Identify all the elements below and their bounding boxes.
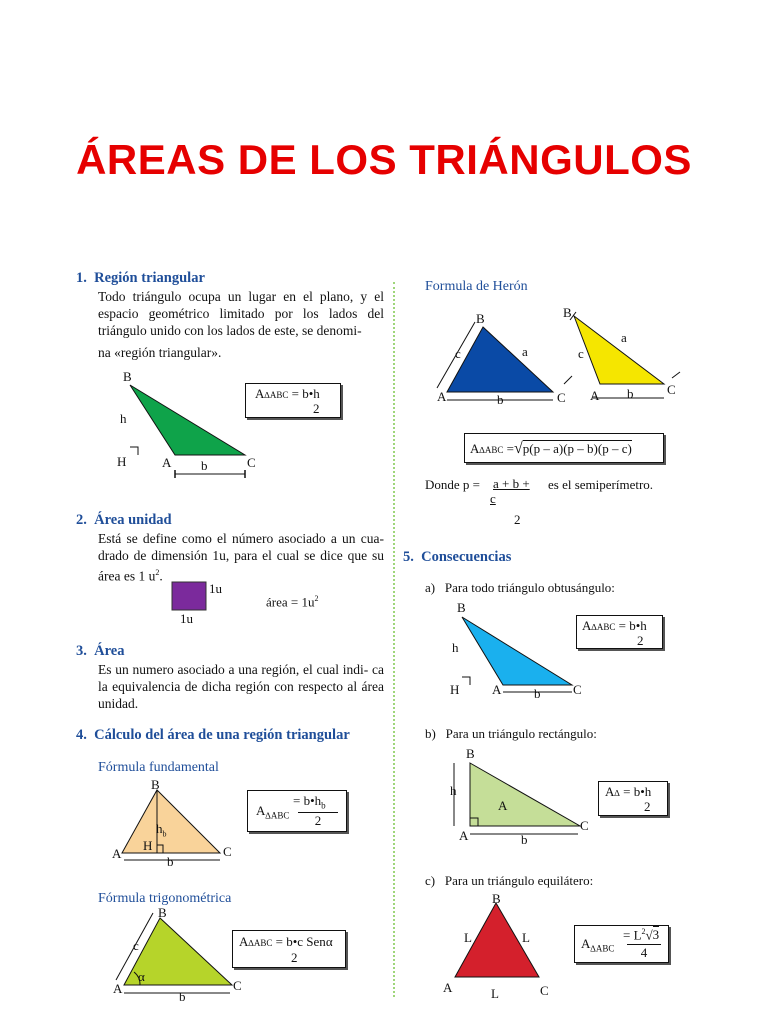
vertex-C: C xyxy=(247,455,256,470)
page-title: ÁREAS DE LOS TRIÁNGULOS xyxy=(76,136,692,183)
height-label: h xyxy=(120,411,127,426)
triangle-heron-yellow xyxy=(574,316,664,384)
case-c-vertex-A: A xyxy=(443,980,453,995)
trig-angle-alpha: α xyxy=(138,969,145,984)
case-b-vertex-B: B xyxy=(466,746,475,761)
fund-vertex-B: B xyxy=(151,777,160,792)
heron-suffix: es el semiperímetro. xyxy=(548,477,654,492)
square-side-bottom: 1u xyxy=(180,611,193,626)
section-5-heading: 5. Consecuencias xyxy=(403,549,512,565)
case-c-side-L1: L xyxy=(464,930,472,945)
section-title: Región triangular xyxy=(94,270,205,286)
trig-base-b: b xyxy=(179,989,186,1004)
case-b-area-A: A xyxy=(498,798,508,813)
fund-base-b: b xyxy=(167,854,174,869)
subheading-fundamental: Fórmula fundamental xyxy=(98,760,219,775)
trig-side-c: c xyxy=(133,938,139,953)
section-2-heading: 2. Área unidad xyxy=(76,512,172,528)
foot-H: H xyxy=(117,454,127,469)
section-4-heading: 4. Cálculo del área de una región triangular xyxy=(76,727,350,743)
heron2-side-a: a xyxy=(621,330,627,345)
heron2-vertex-B: B xyxy=(563,305,572,320)
fund-vertex-A: A xyxy=(112,846,122,861)
vertex-B: B xyxy=(123,369,132,384)
subheading-trigonometric: Fórmula trigonométrica xyxy=(98,891,232,906)
right-angle-mark xyxy=(130,447,138,455)
heron1-side-c: c xyxy=(455,346,461,361)
formula-box-right: A∆ = b•h 2 xyxy=(598,781,668,816)
case-a-vertex-B: B xyxy=(457,600,466,615)
formula-box-equilateral: $A_{\Delta ABC}$ = $L^2√3$ 4 xyxy=(574,925,669,963)
heron1-vertex-C: C xyxy=(557,390,566,405)
case-a-foot-H: H xyxy=(450,682,460,697)
heron1-vertex-A: A xyxy=(437,389,447,404)
section-3-heading: 3. Área xyxy=(76,643,125,659)
case-b-text: b) Para un triángulo rectángulo: xyxy=(425,726,597,741)
section-2-paragraph: Está se define como el número asociado a un cua- drado de dimensión 1u, para el cual se dice que su área es 1 $u^2$. xyxy=(98,531,384,584)
case-b-base-b: b xyxy=(521,832,528,847)
heron-numerator: a + b + xyxy=(493,476,530,491)
case-b-vertex-C: C xyxy=(580,818,589,833)
triangle-obtuse xyxy=(462,617,572,685)
fund-vertex-C: C xyxy=(223,844,232,859)
case-a-vertex-A: A xyxy=(492,682,502,697)
unit-area-text: área = $1u^2$ xyxy=(266,594,319,610)
section-1-paragraph: Todo triángulo ocupa un lugar en el plano, y el espacio geométrico limitado por los lados del triángulo unido con los lados de este, se denomi- xyxy=(98,289,384,338)
case-c-side-L3: L xyxy=(491,986,499,1001)
trig-vertex-B: B xyxy=(158,905,167,920)
case-c-side-L2: L xyxy=(522,930,530,945)
trig-vertex-A: A xyxy=(113,981,123,996)
heron1-side-a: a xyxy=(522,344,528,359)
trig-vertex-C: C xyxy=(233,978,242,993)
formula-box-fundamental: $A_{\Delta ABC}$ = $b•h_b$ 2 xyxy=(247,790,347,832)
subheading-heron: Formula de Herón xyxy=(425,279,528,294)
heron2-side-c: c xyxy=(578,346,584,361)
case-a-height: h xyxy=(452,640,459,655)
section-number: 1. xyxy=(76,270,87,286)
heron2-side-b: b xyxy=(627,386,634,401)
case-a-vertex-C: C xyxy=(573,682,582,697)
fund-height: $h_b$ xyxy=(156,821,167,839)
triangle-right xyxy=(470,763,580,826)
unit-square xyxy=(172,582,206,610)
case-c-vertex-C: C xyxy=(540,983,549,998)
section-3-paragraph: Es un numero asociado a una región, el cual indi- ca la equivalencia de dicha región con respecto al área unidad. xyxy=(98,662,384,711)
section-1-paragraph-end: na «región triangular». xyxy=(98,345,222,360)
case-a-text: a) Para todo triángulo obtusángulo: xyxy=(425,580,615,595)
case-a-base-b: b xyxy=(534,686,541,701)
formula-box-heron: A∆ABC =√p(p – a)(p – b)(p – c) xyxy=(464,433,664,463)
fund-foot-H: H xyxy=(143,838,153,853)
heron-denominator: 2 xyxy=(514,512,521,527)
triangle-fundamental xyxy=(122,790,220,853)
formula-box-1: A∆ABC = b•h 2 xyxy=(245,383,341,418)
case-b-vertex-A: A xyxy=(459,828,469,843)
heron2-vertex-C: C xyxy=(667,382,676,397)
triangle-heron-blue xyxy=(447,327,553,392)
heron-numerator-c: c xyxy=(490,491,496,506)
case-b-height: h xyxy=(450,783,457,798)
heron-donde: Donde p = xyxy=(425,477,480,492)
formula-box-trigonometric: A∆ABC = b•c Senα 2 xyxy=(232,930,346,968)
formula-box-obtuse: A∆ABC = b•h 2 xyxy=(576,615,663,649)
base-b: b xyxy=(201,458,208,473)
case-c-vertex-B: B xyxy=(492,891,501,906)
heron1-vertex-B: B xyxy=(476,311,485,326)
triangle-region-green xyxy=(130,385,245,455)
heron2-vertex-A: A xyxy=(590,388,600,403)
case-c-text: c) Para un triángulo equilátero: xyxy=(425,873,594,888)
vertex-A: A xyxy=(162,455,172,470)
heron1-side-b: b xyxy=(497,392,504,407)
square-side-right: 1u xyxy=(209,581,222,596)
